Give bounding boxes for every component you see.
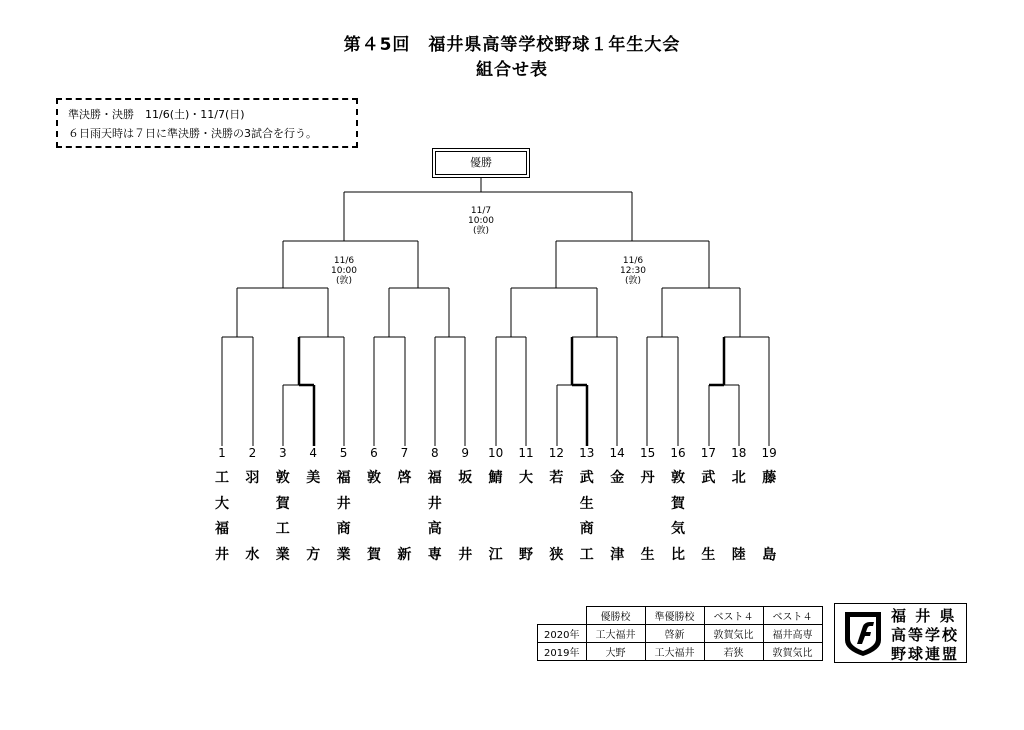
team-number: 9	[461, 446, 469, 460]
history-header-cell: 優勝校	[586, 607, 645, 625]
team-name-char: 敦	[367, 470, 381, 486]
team-name	[268, 466, 298, 568]
team-name-char	[602, 517, 632, 543]
history-cell: 工大福井	[586, 625, 645, 643]
team-number: 7	[400, 446, 409, 460]
team-name-char	[359, 492, 389, 518]
team-name-char: 武	[579, 470, 594, 486]
team-name-char	[481, 492, 511, 518]
team-name-char: 方	[306, 546, 321, 563]
game-time: 12:30	[620, 266, 646, 276]
team-name	[663, 466, 693, 568]
federation-name-line: 福 井 県	[891, 607, 957, 625]
team-number: 10	[487, 446, 504, 460]
team-number: 12	[548, 446, 565, 460]
team-name	[693, 466, 723, 568]
team-name-char: 敦	[671, 470, 685, 486]
team-name-char	[724, 492, 754, 518]
schedule-note-line2: ６日雨天時は７日に準決勝・決勝の3試合を行う。	[68, 127, 317, 140]
team-name-char: 敦	[275, 470, 290, 486]
team-name-char: 野	[519, 546, 533, 563]
team-name-char: 業	[275, 546, 290, 563]
game-label-final	[441, 206, 521, 236]
team-name-char: 工	[579, 546, 594, 563]
team-name-char	[389, 492, 419, 518]
bracket-line-r1-17-18	[709, 385, 739, 446]
team-name-char: 工	[215, 470, 229, 486]
team-name-char: 賀	[367, 546, 381, 563]
game-time: 10:00	[468, 216, 494, 226]
team-name-char: 大	[215, 495, 229, 512]
team-name	[389, 466, 419, 568]
bracket-line-qf-2	[389, 288, 449, 337]
schedule-note-line1: 準決勝・決勝 11/6(土)・11/7(日)	[68, 108, 245, 121]
bracket-result-3-4	[299, 385, 314, 446]
team-name-char	[359, 517, 389, 543]
team-name-char: 商	[579, 521, 594, 537]
bracket-line-r2-3-5	[299, 337, 344, 446]
team-name-char	[450, 517, 480, 543]
team-name-char: 福	[336, 470, 351, 486]
team-name-char: 専	[427, 546, 442, 563]
bracket-line-qf-4	[662, 288, 740, 337]
bracket-line-r2-10-11	[496, 337, 526, 446]
team-name-char: 啓	[397, 470, 412, 486]
history-year: 2020年	[538, 625, 587, 643]
team-name	[207, 466, 237, 568]
team-name-char: 金	[610, 470, 625, 486]
team-name-char: 比	[671, 546, 685, 563]
team-number: 4	[309, 446, 317, 460]
team-name-char	[511, 492, 541, 518]
team-name-char: 生	[701, 546, 716, 563]
team-name-char: 賀	[671, 495, 685, 512]
history-row	[538, 625, 823, 643]
bracket-line-r2-15-16	[647, 337, 678, 446]
bracket-line-qf-1	[237, 288, 328, 337]
team-number: 14	[609, 446, 625, 460]
team-name	[298, 466, 328, 568]
game-date: 11/6	[622, 256, 644, 266]
team-number: 16	[670, 446, 686, 460]
game-date: 11/6	[333, 256, 355, 266]
team-name-char: 工	[275, 521, 290, 537]
champion-label: 優勝	[435, 151, 527, 175]
team-name-char: 生	[579, 495, 594, 512]
team-name	[754, 466, 784, 568]
team-name-char: 江	[488, 546, 503, 563]
team-number: 15	[639, 446, 656, 460]
history-header-row	[538, 607, 823, 625]
team-name	[602, 466, 632, 568]
history-table	[537, 606, 823, 661]
bracket-line-r1-12-13	[557, 385, 587, 446]
team-name-char: 鯖	[488, 470, 503, 486]
team-name-char: 坂	[458, 470, 473, 486]
team-name-char: 井	[458, 546, 473, 563]
page-title: 第４5回 福井県高等学校野球１年生大会	[343, 35, 681, 55]
page-subtitle: 組合せ表	[476, 60, 548, 80]
history-cell: 大野	[586, 643, 645, 661]
team-name-char: 福	[427, 470, 442, 486]
team-name	[420, 466, 450, 568]
history-header-cell: 準優勝校	[645, 607, 704, 625]
team-number: 1	[218, 446, 226, 460]
team-name-char: 生	[640, 546, 655, 563]
bracket-line-r2-6-7	[374, 337, 405, 446]
bracket-line-r2-8-9	[435, 337, 465, 446]
history-year: 2019年	[538, 643, 587, 661]
team-name-char	[237, 517, 267, 543]
game-label-semi-left	[304, 256, 384, 286]
team-name-char	[237, 492, 267, 518]
bracket-result-17-18	[709, 337, 724, 385]
team-name	[359, 466, 389, 568]
team-number: 6	[370, 446, 378, 460]
team-name	[511, 466, 541, 568]
team-name-char: 丹	[640, 470, 655, 486]
team-name-char	[724, 517, 754, 543]
team-name-char: 井	[336, 495, 351, 512]
team-name-char	[298, 517, 328, 543]
history-corner-cell	[538, 607, 587, 625]
team-name	[329, 466, 359, 568]
team-name-char	[754, 517, 784, 543]
history-cell: 敦賀気比	[704, 625, 763, 643]
team-number: 13	[579, 446, 595, 460]
bracket-line-qf-3	[511, 288, 597, 337]
game-date: 11/7	[470, 206, 492, 216]
game-time: 10:00	[331, 266, 357, 276]
team-name-char: 井	[215, 546, 229, 563]
history-header-cell: ベスト４	[763, 607, 822, 625]
team-name-char	[754, 492, 784, 518]
team-name-char	[450, 492, 480, 518]
team-number: 11	[518, 446, 534, 460]
team-name-char	[693, 517, 723, 543]
federation-logo	[834, 603, 967, 663]
team-name-char: 気	[671, 521, 685, 537]
team-name-char: 高	[427, 521, 442, 537]
bracket-line-r2-1-2	[222, 337, 253, 446]
history-header-cell: ベスト４	[704, 607, 763, 625]
history-cell: 啓新	[645, 625, 704, 643]
team-name-char: 井	[427, 495, 442, 512]
team-name	[724, 466, 754, 568]
team-name-char: 新	[397, 546, 412, 563]
bracket-line-r2-12-14	[572, 337, 617, 446]
team-number: 19	[761, 446, 777, 460]
team-name-char: 武	[701, 470, 716, 486]
team-name-char	[541, 492, 571, 518]
team-name	[541, 466, 571, 568]
team-name-char: 若	[549, 470, 564, 486]
team-name-char	[541, 517, 571, 543]
shield-f-icon	[843, 610, 883, 658]
game-label-semi-right	[593, 256, 673, 286]
game-venue: (敦)	[335, 276, 353, 286]
team-name-char	[511, 517, 541, 543]
team-name	[237, 466, 267, 568]
team-number: 17	[700, 446, 717, 460]
team-name-char: 狭	[549, 546, 564, 563]
team-name-char: 陸	[731, 546, 746, 563]
team-name	[481, 466, 511, 568]
team-name-char	[602, 492, 632, 518]
team-name	[633, 466, 663, 568]
team-name	[450, 466, 480, 568]
team-name-char: 水	[245, 546, 260, 563]
team-name-char: 美	[306, 470, 321, 486]
team-name-char: 商	[336, 521, 351, 537]
bracket-line-r1-3-4	[283, 385, 314, 446]
team-name-char: 津	[610, 546, 625, 563]
team-number: 8	[430, 446, 439, 460]
game-venue: (敦)	[624, 276, 642, 286]
team-name-char	[481, 517, 511, 543]
history-cell: 若狭	[704, 643, 763, 661]
team-number: 18	[731, 446, 747, 460]
history-cell: 工大福井	[645, 643, 704, 661]
team-name-char: 業	[336, 546, 351, 563]
team-name-char: 大	[519, 470, 533, 486]
team-name-char	[693, 492, 723, 518]
federation-name-line: 野球連盟	[891, 645, 960, 663]
team-name-char: 羽	[245, 470, 260, 486]
team-number: 3	[278, 446, 287, 460]
team-number: 5	[339, 446, 348, 460]
team-name-char: 藤	[762, 470, 777, 486]
team-name-char	[389, 517, 419, 543]
history-cell: 敦賀気比	[763, 643, 822, 661]
bracket-line-r2-17-19	[724, 337, 769, 446]
federation-name	[891, 607, 959, 664]
team-name-char	[298, 492, 328, 518]
team-name-char	[633, 492, 663, 518]
game-venue: (敦)	[472, 226, 490, 236]
team-name-char: 福	[215, 521, 229, 537]
team-name-char: 賀	[275, 495, 290, 512]
team-name-char	[633, 517, 663, 543]
team-name-char: 北	[731, 470, 746, 486]
team-name	[572, 466, 602, 568]
bracket-result-12-13	[572, 385, 587, 446]
history-cell: 福井高専	[763, 625, 822, 643]
team-name-char: 島	[762, 546, 777, 563]
history-row	[538, 643, 823, 661]
team-number: 2	[248, 446, 257, 460]
federation-name-line: 高等学校	[891, 626, 960, 644]
